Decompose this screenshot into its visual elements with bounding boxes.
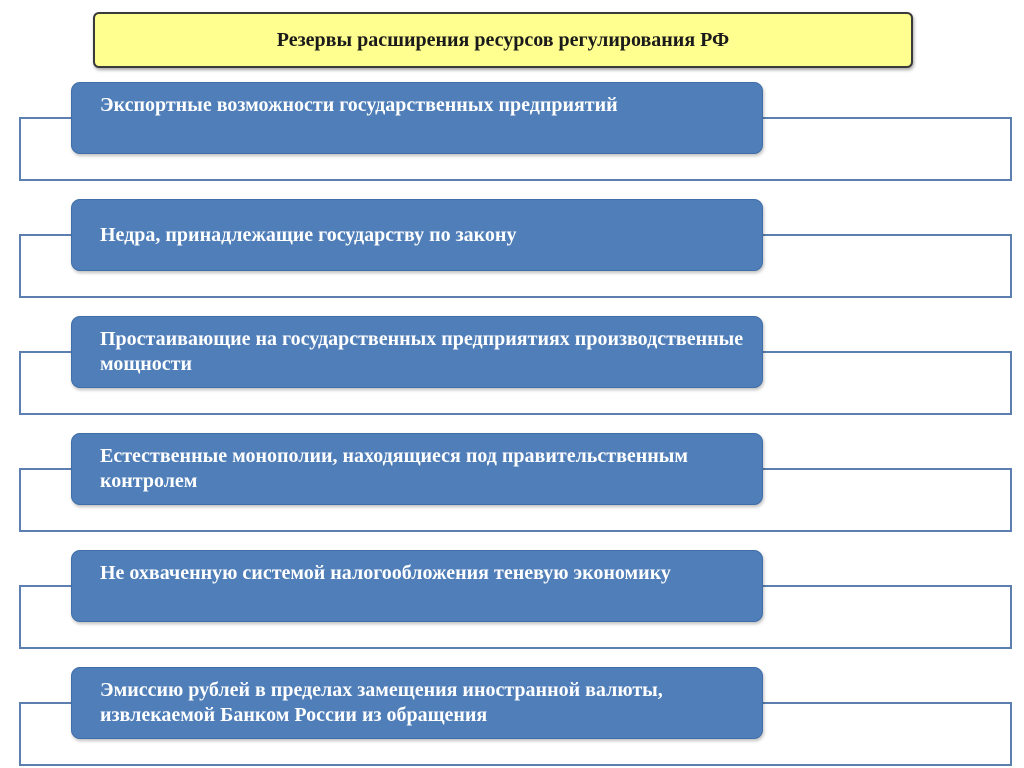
list-item-shadow-economy bbox=[71, 550, 763, 622]
list-item-label: Эмиссию рублей в пределах замещения иностранной валюты, извлекаемой Банком России из обращения bbox=[100, 679, 663, 726]
list-item-ruble-emission bbox=[71, 667, 763, 739]
list-item-label: Естественные монополии, находящиеся под правительственным контролем bbox=[100, 445, 689, 492]
list-item-idle-capacity bbox=[71, 316, 763, 388]
list-item-label: Не охваченную системой налогообложения теневую экономику bbox=[100, 562, 671, 584]
list-item-label: Экспортные возможности государственных предприятий bbox=[100, 94, 618, 116]
list-item-label: Простаивающие на государственных предприятиях производственные мощности bbox=[100, 328, 744, 375]
list-item-label: Недра, принадлежащие государству по закону bbox=[100, 224, 517, 246]
diagram-title-box bbox=[93, 12, 913, 68]
list-item-subsoil bbox=[71, 199, 763, 271]
diagram-title: Резервы расширения ресурсов регулирования РФ bbox=[276, 28, 730, 51]
list-item-natural-monopolies bbox=[71, 433, 763, 505]
list-item-export bbox=[71, 82, 763, 154]
